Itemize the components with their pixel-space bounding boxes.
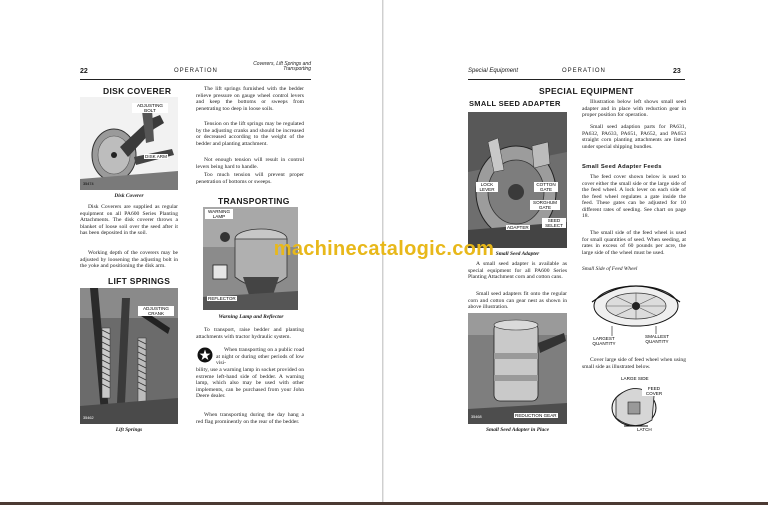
feed-wheel-figure-caption: Small Side of Feed Wheel — [582, 266, 638, 272]
left-page-number: 22 — [80, 68, 88, 75]
safety-alert-icon — [197, 347, 213, 363]
lift-springs-text-4: Too much tension will prevent proper penetration of bottoms or sweeps. — [196, 172, 304, 185]
transporting-photo — [203, 207, 298, 310]
lift-springs-text-3: Not enough tension will result in control levers being hard to handle. — [196, 157, 304, 170]
small-seed-adapter-heading: SMALL SEED ADAPTER — [469, 99, 561, 108]
disk-coverer-photo-code: 35474 — [83, 182, 94, 186]
large-side-label: LARGE SIDE — [621, 376, 649, 381]
left-header — [80, 68, 88, 75]
photo-code-35468: 35468 — [471, 415, 482, 419]
lock-lever-label: LOCK LEVER — [476, 182, 498, 192]
disk-coverer-text-2: Working depth of the coverers may be adjusted by loosening the adjusting bolt in the yoke and positioning the disk arm. — [80, 250, 178, 269]
largest-quantity-label: LARGEST QUANTITY — [588, 336, 620, 346]
small-seed-adapter-photo — [468, 112, 567, 248]
warning-lamp-label: WARNING LAMP — [205, 209, 233, 219]
disk-coverer-photo — [80, 97, 178, 190]
right-header-section: OPERATION — [562, 68, 606, 74]
cover-large-side-text: Cover large side of feed wheel when using small side as illustrated below. — [582, 357, 686, 370]
sorghum-gate-label: SORGHUM GATE — [530, 200, 560, 210]
left-header-rule — [80, 79, 311, 80]
right-header-rule — [468, 79, 685, 80]
left-header-topics: Coverers, Lift Springs and Transporting — [253, 61, 311, 72]
left-header-section: OPERATION — [174, 68, 218, 74]
disk-coverer-caption: Disk Coverer — [114, 193, 144, 199]
lift-springs-caption: Lift Springs — [115, 427, 143, 433]
watermark-label: machinecatalogic.com — [273, 238, 495, 260]
small-seed-adapter-in-place-caption: Small Seed Adapter in Place — [486, 427, 549, 433]
reduction-gear-label: REDUCTION GEAR — [515, 413, 557, 418]
transporting-text-3: When transporting during the day hang a red flag prominently on the rear of the bedder. — [196, 412, 304, 425]
feed-cover-drawing — [602, 376, 672, 434]
feeds-heading: Small Seed Adapter Feeds — [582, 164, 662, 170]
feed-wheel-drawing — [582, 276, 686, 354]
transporting-caption: Warning Lamp and Reflector — [218, 314, 284, 320]
illustration-text: Illustration below left shows small seed adapter and in place with reduction gear in proper position for operation. — [582, 99, 686, 118]
right-header-topic: Special Equipment — [468, 68, 519, 74]
adjusting-crank-label: ADJUSTING CRANK — [138, 306, 174, 316]
lift-springs-heading: LIFT SPRINGS — [108, 276, 171, 286]
smallest-quantity-label: SMALLEST QUANTITY — [640, 334, 674, 344]
small-seed-adapter-text-2: Small seed adapters fit onto the regular corn and cotton can gear nest as shown in above illustration. — [468, 291, 567, 310]
right-page — [384, 0, 768, 505]
lift-springs-photo — [80, 288, 178, 424]
transporting-text-2b: bility, use a warning lamp in socket provided on extreme left-hand side of bedder. A warning lamp, which also may be used with other implements, can be purchased from your John Deere dealer. — [196, 367, 304, 399]
right-page-number: 23 — [673, 68, 681, 75]
transporting-text-2a: When transporting on a public road at night or during other periods of low visi- — [216, 347, 304, 366]
left-page — [0, 0, 383, 505]
special-equipment-heading: SPECIAL EQUIPMENT — [539, 86, 634, 96]
latch-label: LATCH — [637, 427, 652, 432]
small-seed-adapter-in-place-photo — [468, 313, 567, 424]
right-header-number — [673, 68, 681, 75]
transporting-heading: TRANSPORTING — [218, 196, 290, 206]
lift-springs-text-1: The lift springs furnished with the bedder relieve pressure on gauge wheel control levers and keep the bottoms or sweeps from penetrating too deep in loose soils. — [196, 86, 304, 112]
disk-arm-label: DISK ARM — [145, 154, 167, 159]
disk-coverer-heading: DISK COVERER — [103, 86, 172, 96]
lift-springs-text-2: Tension on the lift springs may be regulated by the adjusting cranks and should be increased or decreased according to the weight of the bedder and planting attachment. — [196, 121, 304, 147]
reflector-label: REFLECTOR — [208, 296, 236, 301]
adapter-label: ADAPTER — [507, 225, 529, 230]
lift-springs-photo-code: 35462 — [83, 416, 94, 420]
feed-cover-text: The feed cover shown below is used to cover either the small side or the large side of the feed wheel. A lock lever on each side of the feed wheel regulates a gate inside the feed. These gates can be adjusted for 10 different rates of seeding. See chart on page 18. — [582, 174, 686, 219]
adjusting-bolt-label: ADJUSTING BOLT — [132, 103, 168, 113]
small-seed-adapter-text: A small seed adapter is available as special equipment for all PA600 Series Planting Attachment corn and cotton cans. — [468, 261, 567, 280]
transporting-text-1: To transport, raise bedder and planting attachments with tractor hydraulic system. — [196, 327, 304, 340]
small-side-text: The small side of the feed wheel is used for small quantities of seed. When seeding, at rates in excess of 60 pounds per acre, the large side of the wheel must be used. — [582, 230, 686, 256]
disk-coverer-text: Disk Coverers are supplied as regular equipment on all PA600 Series Planting Attachments. The disk coverer throws a blanket of loose soil over the seed after it has been deposited in the soil. — [80, 204, 178, 236]
adaption-parts-text: Small seed adaption parts for PA631, PA632, PA633, PA651, PA652, and PA653 straight corn planting attachments are listed under special shipping bundles. — [582, 124, 686, 150]
cotton-gate-label: COTTON GATE — [534, 182, 558, 192]
small-seed-adapter-caption: Small Seed Adapter — [495, 251, 540, 257]
seed-select-label: SEED SELECT — [542, 218, 566, 228]
feed-cover-label: FEED COVER — [642, 386, 666, 396]
